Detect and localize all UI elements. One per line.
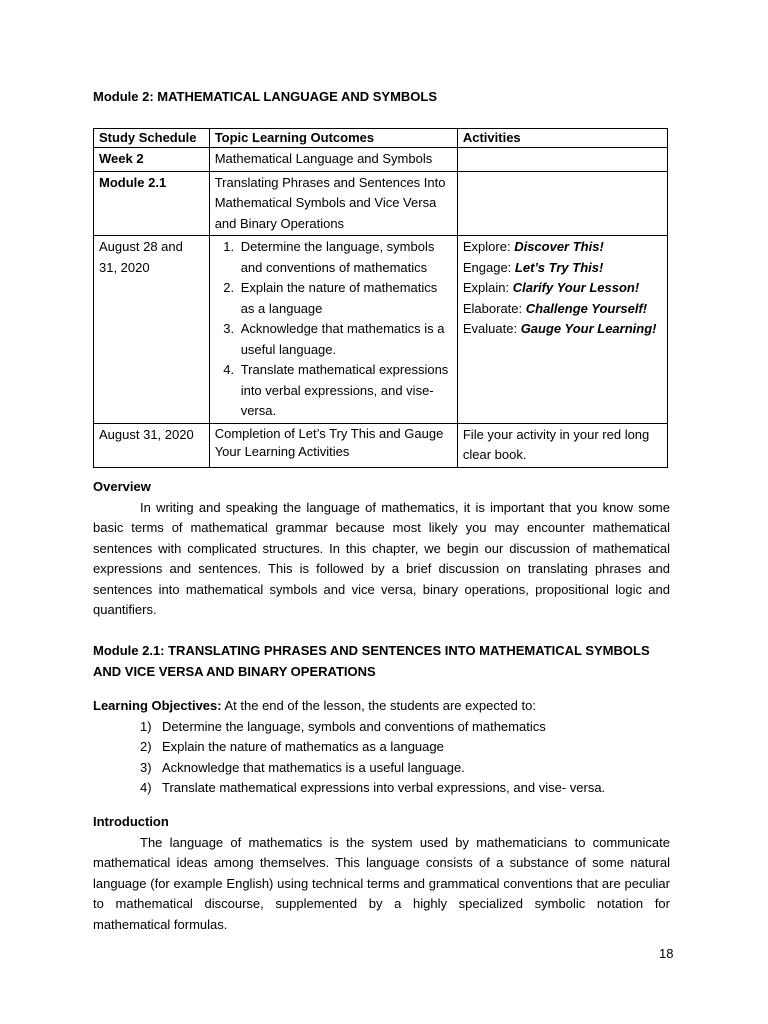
list-item: 4) Translate mathematical expressions into verbal expressions, and vise- versa. xyxy=(140,780,606,795)
outcomes-list xyxy=(215,237,452,422)
cell-empty xyxy=(457,171,667,236)
cell-module: Module 2.1 xyxy=(94,171,210,236)
cell-completion: Completion of Let’s Try This and Gauge Your Learning Activities xyxy=(209,423,457,467)
overview-paragraph: In writing and speaking the language of mathematics, it is important that you know some basic terms of mathematical grammar because most likely you may encounter mathematical sentences with complicated structures. In this chapter, we begin our discussion of mathematical expressions and sentences. This is followed by a brief discussion on translating phrases and sentences into mathematical symbols and vice versa, binary operations, propositional logic and quantifiers. xyxy=(93,499,670,617)
table-row xyxy=(94,236,668,424)
header-topic-outcomes: Topic Learning Outcomes xyxy=(209,129,457,148)
objectives-list xyxy=(93,717,670,799)
introduction-paragraph: The language of mathematics is the system used by mathematicians to communicate mathematical ideas among themselves. This language consists of a substance of some natural language (for example English) using technical terms and grammatical conventions that are peculiar to mathematical discourse, supplemented by a highly specialized symbolic notation for mathematical formulas. xyxy=(93,834,670,932)
activity-explain: Explain: Clarify Your Lesson! xyxy=(462,280,640,295)
cell-topic: Mathematical Language and Symbols xyxy=(209,148,457,172)
table-row xyxy=(94,171,668,236)
table-row xyxy=(94,148,668,172)
module-title: Module 2: MATHEMATICAL LANGUAGE AND SYMBOLS xyxy=(93,89,438,104)
cell-outcomes xyxy=(209,236,457,424)
activity-evaluate: Evaluate: Gauge Your Learning! xyxy=(462,321,657,336)
list-item: 2. Explain the nature of mathematics as a language xyxy=(238,278,452,319)
activity-elaborate: Elaborate: Challenge Yourself! xyxy=(462,300,648,316)
overview-section xyxy=(93,477,670,621)
list-item: 3. Acknowledge that mathematics is a useful language. xyxy=(238,319,452,360)
activity-engage: Engage: Let’s Try This! xyxy=(462,259,604,275)
list-item: 1) Determine the language, symbols and conventions of mathematics xyxy=(140,718,546,734)
header-activities: Activities xyxy=(457,129,667,148)
module-21-heading: Module 2.1: TRANSLATING PHRASES AND SENTENCES INTO MATHEMATICAL SYMBOLS AND VICE VERSA AND BINARY OPERATIONS xyxy=(93,643,650,679)
objectives-label: Learning Objectives: xyxy=(93,698,222,713)
introduction-section xyxy=(93,812,670,935)
page-number: 18 xyxy=(659,946,674,961)
objectives-intro: Learning Objectives: At the end of the lesson, the students are expected to: xyxy=(93,698,536,713)
list-item: 2) Explain the nature of mathematics as a language xyxy=(140,739,444,754)
header-study-schedule: Study Schedule xyxy=(94,129,210,148)
objectives-section xyxy=(93,696,670,799)
cell-empty xyxy=(457,148,667,172)
cell-week: Week 2 xyxy=(94,148,210,172)
cell-activities xyxy=(457,236,667,424)
table-header-row xyxy=(94,129,668,148)
list-item: 3) Acknowledge that mathematics is a useful language. xyxy=(140,759,465,775)
cell-date: August 28 and 31, 2020 xyxy=(94,236,210,424)
overview-heading: Overview xyxy=(93,479,151,494)
study-schedule-table xyxy=(93,128,668,468)
activity-explore: Explore: Discover This! xyxy=(462,239,604,254)
cell-module-topic: Translating Phrases and Sentences Into Mathematical Symbols and Vice Versa and Binary Operations xyxy=(209,171,457,236)
introduction-heading: Introduction xyxy=(93,814,169,829)
list-item: 1. Determine the language, symbols and conventions of mathematics xyxy=(238,237,452,278)
list-item: 4. Translate mathematical expressions into verbal expressions, and vise- versa. xyxy=(238,360,452,422)
table-row xyxy=(94,423,668,467)
cell-date: August 31, 2020 xyxy=(94,423,210,467)
cell-file-activity: File your activity in your red long clear book. xyxy=(457,423,667,467)
